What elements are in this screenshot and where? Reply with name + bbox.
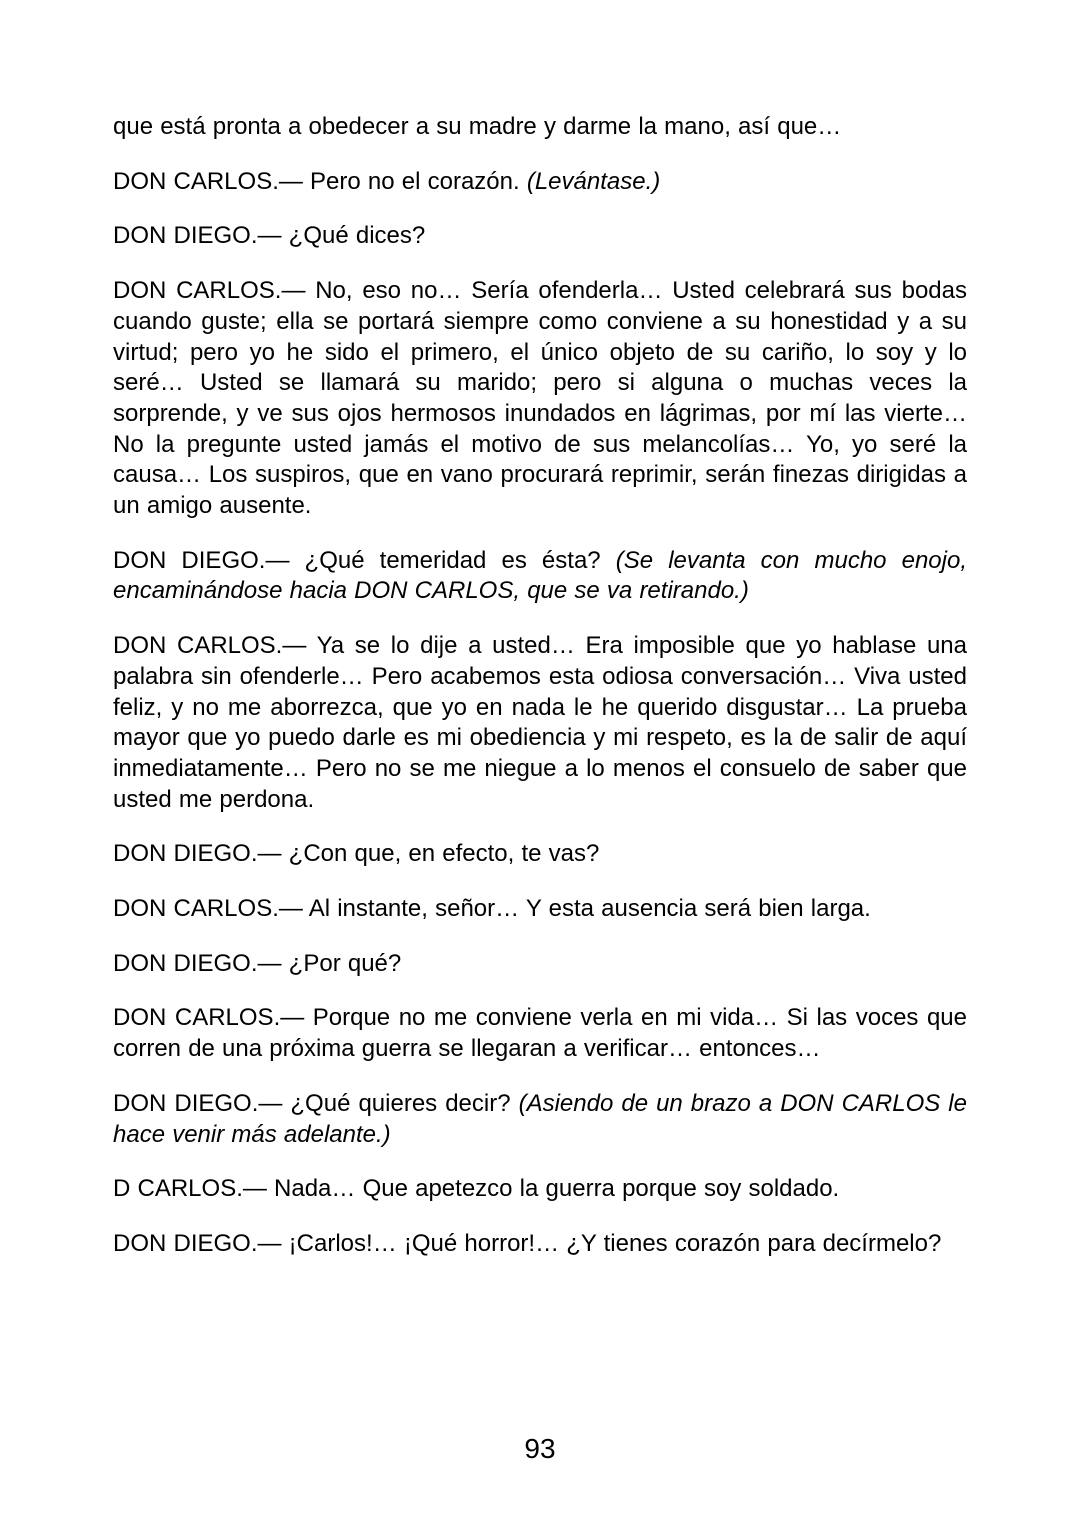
stage-direction: (Asiendo de un brazo a DON CARLOS le hace venir más adelante.) — [113, 1089, 967, 1148]
document-page — [113, 112, 967, 1284]
dialogue-paragraph-don-carlos — [113, 1003, 967, 1064]
dialogue-text: DON DIEGO.— ¿Por qué? — [113, 949, 402, 977]
dialogue-text: DON CARLOS.— No, eso no… Sería ofenderla… Usted celebrará sus bodas cuando guste; ella se portará siempre como conviene a su honestidad y a su virtud; pero yo he sido el primero, el único objeto de su cariño, lo soy y lo seré… Usted se llamará su marido; pero si alguna o muchas veces la sorprende, y ve sus ojos hermosos inundados en lágrimas, por mí las vierte… No la pregunte usted jamás el motivo de sus melancolías… Yo, yo seré la causa… Los suspiros, que en vano procurará reprimir, serán finezas dirigidas a un amigo ausente. — [113, 277, 967, 520]
dialogue-text: DON DIEGO.— ¡Carlos!… ¡Qué horror!… ¿Y tienes corazón para decírmelo? — [113, 1229, 942, 1257]
dialogue-paragraph-don-diego — [113, 949, 967, 980]
dialogue-paragraph-don-carlos — [113, 631, 967, 815]
dialogue-text: DON DIEGO.— ¿Con que, en efecto, te vas? — [113, 840, 600, 868]
dialogue-text: D CARLOS.— Nada… Que apetezco la guerra porque soy soldado. — [113, 1175, 840, 1203]
dialogue-text: DON DIEGO.— ¿Qué dices? — [113, 222, 426, 250]
dialogue-paragraph-don-carlos — [113, 276, 967, 522]
continuation-paragraph — [113, 112, 967, 143]
dialogue-text: DON DIEGO.— ¿Qué quieres decir? — [113, 1089, 519, 1117]
dialogue-paragraph-don-carlos — [113, 167, 967, 198]
dialogue-text: DON CARLOS.— Pero no el corazón. — [113, 167, 527, 195]
dialogue-text: DON CARLOS.— Ya se lo dije a usted… Era imposible que yo hablase una palabra sin ofenderle… Pero acabemos esta odiosa conversación… Viva usted feliz, y no me aborrezca, que yo en nada le he querido disgustar… La prueba mayor que yo puedo darle es mi obediencia y mi respeto, es la de salir de aquí inmediatamente… Pero no se me niegue a lo menos el consuelo de saber que usted me perdona. — [113, 632, 967, 813]
dialogue-paragraph-don-diego — [113, 221, 967, 252]
dialogue-paragraph-don-carlos — [113, 894, 967, 925]
dialogue-paragraph-don-diego — [113, 839, 967, 870]
page-number: 93 — [524, 1433, 556, 1464]
dialogue-text: DON DIEGO.— ¿Qué temeridad es ésta? — [113, 546, 616, 574]
dialogue-text: DON CARLOS.— Porque no me conviene verla en mi vida… Si las voces que corren de una próxima guerra se llegaran a verificar… entonces… — [113, 1004, 967, 1063]
stage-direction: (Levántase.) — [526, 167, 661, 195]
dialogue-paragraph-don-diego — [113, 1229, 967, 1260]
dialogue-text: que está pronta a obedecer a su madre y darme la mano, así que… — [113, 113, 842, 140]
dialogue-text: DON CARLOS.— Al instante, señor… Y esta ausencia será bien larga. — [113, 895, 871, 923]
dialogue-paragraph-don-diego — [113, 546, 967, 607]
stage-direction: (Se levanta con mucho enojo, encaminándose hacia DON CARLOS, que se va retirando.) — [113, 546, 968, 605]
dialogue-paragraph-d-carlos — [113, 1174, 967, 1205]
dialogue-paragraph-don-diego — [113, 1089, 967, 1150]
